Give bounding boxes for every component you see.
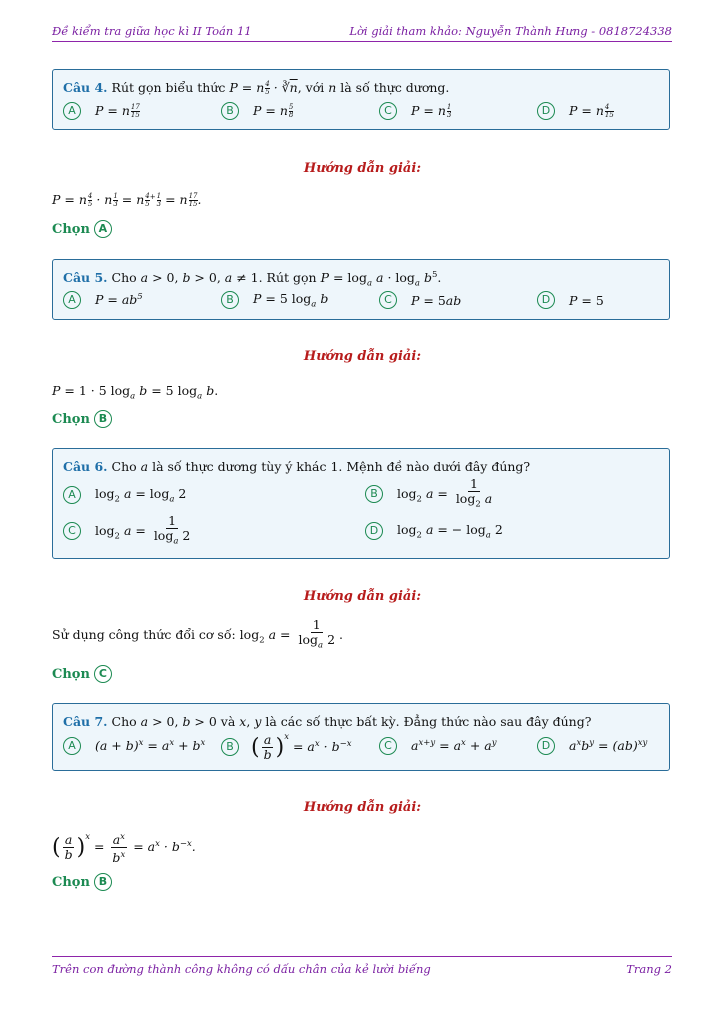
- option-letter-c: C: [379, 102, 397, 120]
- question-expr: P = n $\frac{4}{5}$ · $∛\overline{n}$: [229, 80, 298, 96]
- question-label: Câu 5.: [63, 270, 108, 286]
- option-letter-b: B: [221, 102, 239, 120]
- question-6-box: [52, 448, 670, 559]
- option-a[interactable]: A $(a + b)^x = a^x + b^x$: [63, 737, 205, 755]
- hint-title: Hướng dẫn giải:: [303, 589, 422, 604]
- question-label: Câu 7.: [63, 714, 108, 729]
- option-d[interactable]: D P = n $\frac{4}{15}$: [537, 102, 614, 120]
- option-letter-c: C: [379, 737, 397, 755]
- option-b[interactable]: B ( $\frac{a}{b}$ )$^x = a^x \cdot b^{-x}$: [221, 732, 352, 762]
- option-a[interactable]: A P = n $\frac{17}{15}$: [63, 102, 140, 120]
- option-b[interactable]: B P = 5 $\log_a b$: [221, 291, 328, 310]
- answer-letter: A: [94, 220, 112, 238]
- page-number: Trang 2: [626, 962, 672, 976]
- header-rule: [52, 41, 672, 42]
- option-a[interactable]: A $\log_2 a = \log_a 2$: [63, 486, 186, 505]
- question-text: Rút gọn biểu thức: [111, 80, 226, 95]
- option-letter-d: D: [537, 737, 555, 755]
- option-letter-a: A: [63, 737, 81, 755]
- option-d[interactable]: D $a^xb^y = (ab)^{xy}$: [537, 737, 647, 755]
- option-letter-a: A: [63, 102, 81, 120]
- solution-6: Sử dụng công thức đổi cơ số: $\log_2 a$ = $\frac{1}{\log_a 2}$ .: [52, 617, 344, 651]
- question-7-box: [52, 703, 670, 771]
- option-letter-a: A: [63, 291, 81, 309]
- question-4-box: Câu 4. Rút gọn biểu thức P = n $\frac{4}{5}$ · $∛\overline{n}$, với n là số thực dương. A P = n $\frac{17}{15}$ B P = n $\frac{5}{8}$ C P = n $\frac{1}{3}$ D P = n $\frac{4}{15}$: [52, 69, 670, 130]
- answer-4: Chọn A: [52, 220, 112, 238]
- option-letter-a: A: [63, 486, 81, 504]
- option-letter-d: D: [537, 291, 555, 309]
- solution-5: P = 1 · 5 $\log_a b = 5$ $\log_a b$.: [52, 383, 219, 402]
- option-c[interactable]: C $a^{x+y} = a^x + a^y$: [379, 737, 497, 755]
- footer-rule: [52, 956, 672, 957]
- option-c[interactable]: C P = n $\frac{1}{3}$: [379, 102, 451, 120]
- option-letter-d: D: [537, 102, 555, 120]
- option-c[interactable]: C P = 5ab: [379, 291, 461, 309]
- option-c[interactable]: C $\log_2 a$ = $\frac{1}{\log_a 2}$: [63, 514, 194, 549]
- option-letter-b: B: [365, 485, 383, 503]
- option-d[interactable]: D P = 5: [537, 291, 604, 309]
- option-letter-d: D: [365, 522, 383, 540]
- option-letter-c: C: [379, 291, 397, 309]
- answer-7: Chọn B: [52, 873, 112, 891]
- answer-letter: B: [94, 410, 112, 428]
- option-letter-b: B: [221, 738, 239, 756]
- option-b[interactable]: B $\log_2 a$ = $\frac{1}{\log_2 a}$: [365, 477, 496, 512]
- hint-title: Hướng dẫn giải:: [303, 349, 422, 364]
- answer-6: Chọn C: [52, 665, 112, 683]
- solution-4: P = n $\frac{4}{5}$ · n $\frac{1}{3}$ = n $\frac{4}{5}$ + $\frac{1}{3}$ = n $\frac{17}{15}$ .: [52, 192, 202, 208]
- option-a[interactable]: A $P = ab^5$: [63, 291, 143, 309]
- question-5-box: [52, 259, 670, 320]
- hint-title: Hướng dẫn giải:: [303, 800, 422, 815]
- answer-letter: B: [94, 873, 112, 891]
- question-text: Cho a > 0, b > 0 và x, y là các số thực bất kỳ. Đẳng thức nào sau đây đúng?: [111, 714, 592, 729]
- answer-5: Chọn B: [52, 410, 112, 428]
- question-text: Cho a > 0, b > 0, a ≠ 1. Rút gọn $P = \log_a a \cdot \log_a b^5$.: [111, 270, 442, 289]
- question-label: Câu 6.: [63, 459, 108, 474]
- option-letter-b: B: [221, 291, 239, 309]
- answer-letter: C: [94, 665, 112, 683]
- hint-title: Hướng dẫn giải:: [303, 161, 422, 176]
- header-right: Lời giải tham khảo: Nguyễn Thành Hưng - 0818724338: [349, 24, 672, 38]
- option-letter-c: C: [63, 522, 81, 540]
- solution-7: ( $\frac{a}{b}$ )$^x$ = $\frac{a^x}{b^x}$ = $a^x \cdot b^{-x}$.: [52, 832, 196, 866]
- question-label: Câu 4.: [63, 80, 108, 95]
- question-text: Cho a là số thực dương tùy ý khác 1. Mệnh đề nào dưới đây đúng?: [111, 459, 531, 474]
- footer-left: Trên con đường thành công không có dấu chân của kẻ lười biếng: [52, 962, 431, 976]
- header-left: Đề kiểm tra giữa học kì II Toán 11: [52, 24, 252, 38]
- option-d[interactable]: D $\log_2 a$ = − $\log_a 2$: [365, 522, 503, 541]
- option-b[interactable]: B P = n $\frac{5}{8}$: [221, 102, 293, 120]
